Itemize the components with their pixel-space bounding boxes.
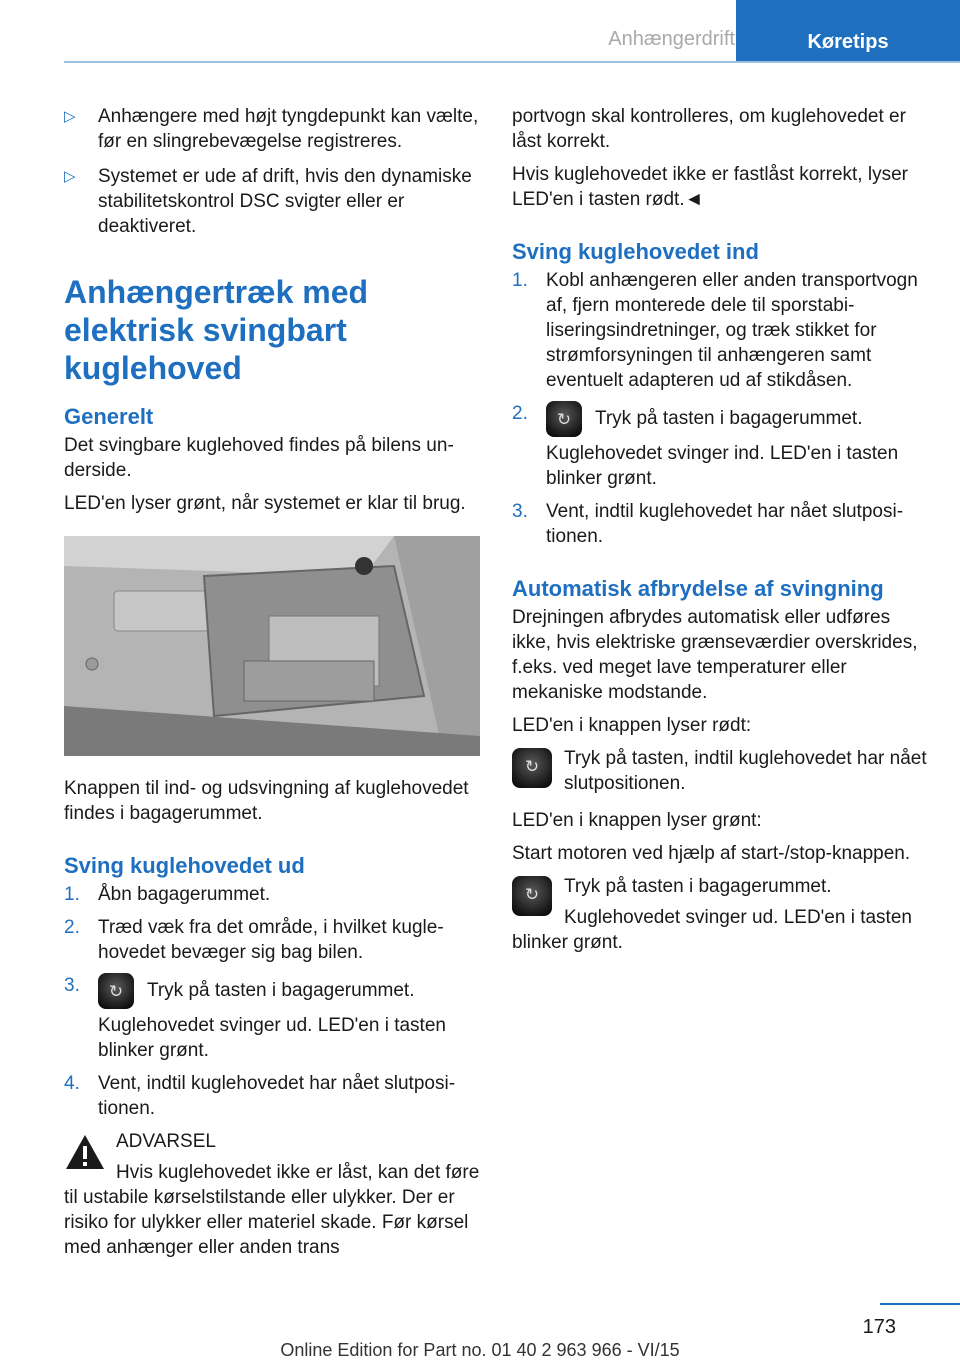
step-text: Kobl anhængeren eller anden transportvogn af, fjern monterede dele til sporstabiliseringsindretninger, og træk stikket for strømforsyningen til anhængeren samt eventuelt adapteren ud af stikdåsen. xyxy=(546,270,918,391)
auto-paragraph-4: Start motoren ved hjælp af start-/stop-knappen. xyxy=(512,843,911,864)
warning-triangle-icon xyxy=(64,1133,106,1171)
right-column xyxy=(512,104,930,963)
auto-paragraph-1: Drejningen afbrydes automatisk eller udføres ikke, hvis elektriske grænseværdier overskrides, f.eks. ved meget lave temperaturer eller mekaniske modstande. xyxy=(512,607,918,703)
step-item xyxy=(64,915,480,965)
bullet-item xyxy=(64,164,480,239)
trunk-illustration xyxy=(64,536,480,756)
auto-paragraph-2: LED'en i knappen lyser rødt: xyxy=(512,715,752,736)
header-chapter-tab[interactable]: Køretips xyxy=(736,0,960,61)
step-item xyxy=(512,401,930,437)
step-number: 1. xyxy=(512,270,528,291)
subheading-swing-in: Sving kuglehovedet ind xyxy=(512,239,759,264)
step-text: Tryk på tasten i bagagerummet. xyxy=(594,408,863,430)
photo-caption: Knappen til ind- og udsvingning af kuglehovedet findes i bagagerummet. xyxy=(64,778,469,824)
step-detail xyxy=(512,441,930,491)
header-divider xyxy=(64,61,960,63)
warning-text: Hvis kuglehovedet ikke er låst, kan det føre til ustabile kørselstilstande eller ulykker. Der er risiko for ulykker eller materiel skade. Før kørsel med anhænger eller anden trans xyxy=(64,1162,480,1258)
hitch-button-icon xyxy=(512,876,552,916)
step-text: Vent, indtil kuglehovedet har nået slutpositionen. xyxy=(98,1073,456,1119)
section-heading: Anhængertræk med elektrisk svingbart kuglehoved xyxy=(64,274,369,386)
icon-instruction-text: Tryk på tasten, indtil kuglehovedet har nået slutpositionen. xyxy=(564,748,927,794)
step-number: 4. xyxy=(64,1073,80,1094)
step-text: Åbn bagagerummet. xyxy=(98,884,271,905)
warning-title: ADVARSEL xyxy=(116,1131,216,1152)
subheading-general: Generelt xyxy=(64,404,154,429)
icon-instruction-text: Tryk på tasten i bagagerummet. xyxy=(564,876,832,897)
triangle-bullet-icon: ▷ xyxy=(64,168,76,185)
page-number: 173 xyxy=(862,1316,896,1338)
footer-divider xyxy=(880,1303,960,1305)
step-number: 2. xyxy=(64,917,80,938)
step-text: Tryk på tasten i bagagerummet. xyxy=(146,980,415,1002)
step-text: Vent, indtil kuglehovedet har nået slutpositionen. xyxy=(546,501,904,547)
header-section-title: Anhængerdrift xyxy=(608,28,735,50)
trunk-photo xyxy=(64,536,480,756)
step-item xyxy=(512,268,930,393)
continued-paragraph-2: Hvis kuglehovedet ikke er fastlåst korrekt, lyser LED'en i tasten rødt.◄ xyxy=(512,164,908,210)
step-detail xyxy=(64,1013,480,1063)
triangle-bullet-icon: ▷ xyxy=(64,108,76,125)
edition-footer: Online Edition for Part no. 01 40 2 963 966 - VI/15 xyxy=(280,1340,680,1360)
step-item xyxy=(64,973,480,1009)
hitch-button-icon xyxy=(512,748,552,788)
continued-paragraph-1: portvogn skal kontrolleres, om kuglehovedet er låst korrekt. xyxy=(512,106,906,152)
icon-instruction-text-2: Kuglehovedet svinger ud. LED'en i tasten blinker grønt. xyxy=(512,907,912,953)
auto-paragraph-3: LED'en i knappen lyser grønt: xyxy=(512,810,762,831)
step-item xyxy=(512,499,930,549)
general-paragraph-2: LED'en lyser grønt, når systemet er klar til brug. xyxy=(64,493,466,514)
left-column xyxy=(64,104,480,1260)
hitch-button-icon xyxy=(98,973,134,1009)
general-paragraph-1: Det svingbare kuglehoved findes på bilens underside. xyxy=(64,435,454,481)
subheading-swing-out: Sving kuglehovedet ud xyxy=(64,853,305,878)
step-item xyxy=(64,1071,480,1121)
hitch-button-icon xyxy=(546,401,582,437)
step-detail-text: Kuglehovedet svinger ind. LED'en i tasten blinker grønt. xyxy=(546,443,899,489)
bullet-text: Anhængere med højt tyngdepunkt kan vælte, før en slingrebevægelse registreres. xyxy=(98,106,479,152)
icon-instruction xyxy=(512,874,930,955)
icon-instruction xyxy=(512,746,930,796)
subheading-auto-stop: Automatisk afbrydelse af svingning xyxy=(512,576,884,601)
step-number: 3. xyxy=(512,501,528,522)
step-text: Træd væk fra det område, i hvilket kuglehovedet bevæger sig bag bilen. xyxy=(98,917,444,963)
bullet-item xyxy=(64,104,480,154)
bullet-text: Systemet er ude af drift, hvis den dynamiske stabilitetskontrol DSC svigter eller er deaktiveret. xyxy=(98,166,472,237)
step-number: 2. xyxy=(512,403,528,424)
warning-box xyxy=(64,1129,480,1260)
step-detail-text: Kuglehovedet svinger ud. LED'en i tasten blinker grønt. xyxy=(98,1015,446,1061)
step-item xyxy=(64,882,480,907)
step-number: 1. xyxy=(64,884,80,905)
step-number: 3. xyxy=(64,975,80,996)
